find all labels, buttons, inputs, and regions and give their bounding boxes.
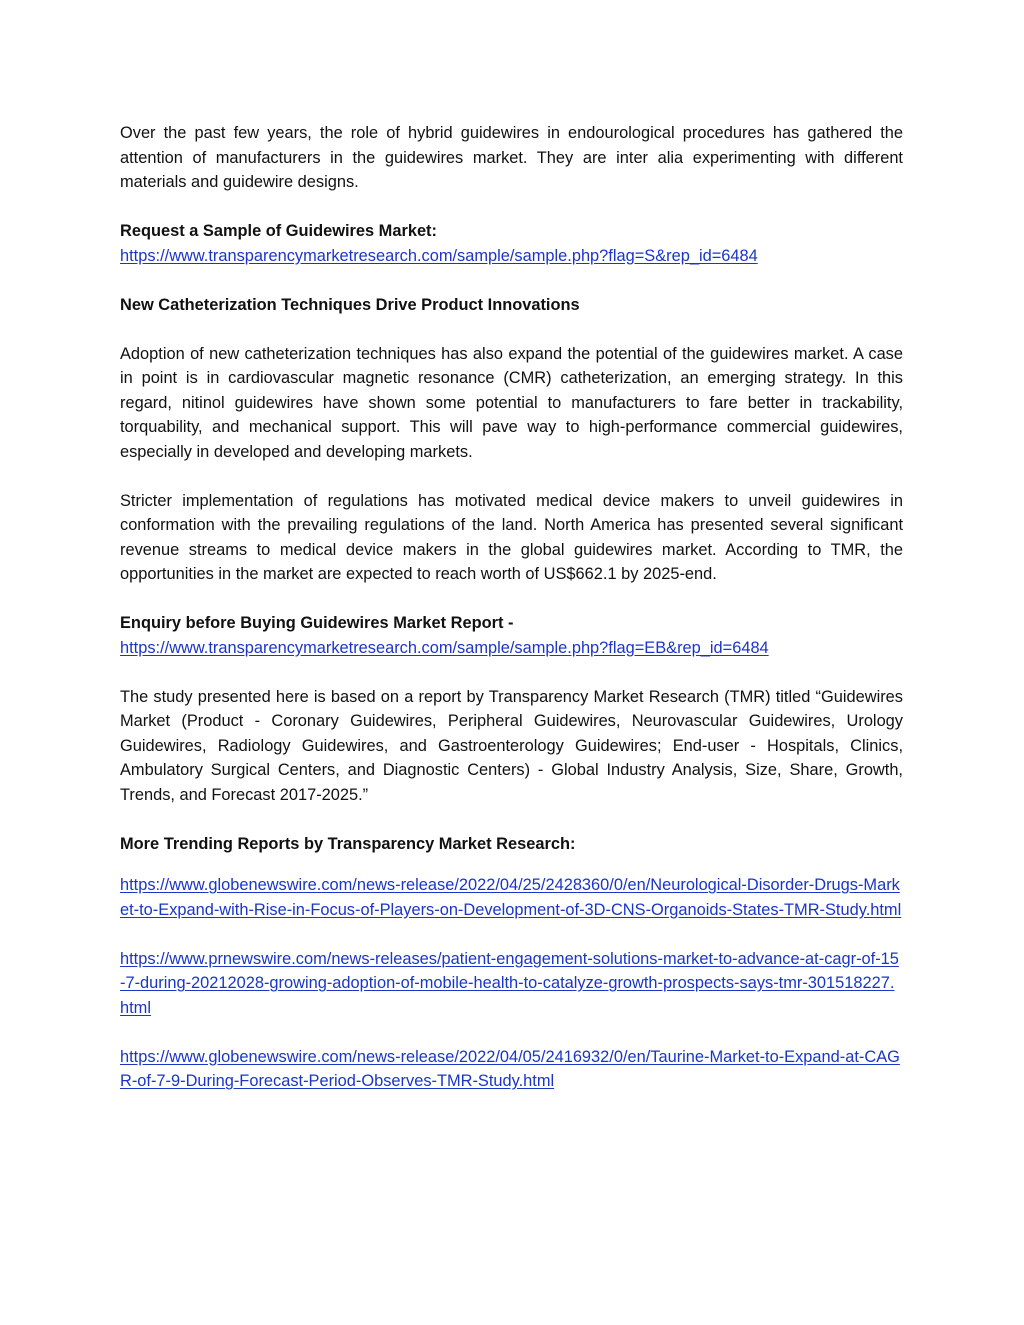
trending-link-item [120, 873, 903, 922]
trending-link-taurine[interactable]: https://www.globenewswire.com/news-release/2022/04/05/2416932/0/en/Taurine-Market-to-Expand-at-CAGR-of-7-9-During-Forecast-Period-Observes-TMR-Study.html [120, 1047, 900, 1090]
trending-link-patient-engagement[interactable]: https://www.prnewswire.com/news-releases/patient-engagement-solutions-market-to-advance-at-cagr-of-15-7-during-20212028-growing-adoption-of-mobile-health-to-catalyze-growth-prospects-says-tmr-301518227.html [120, 949, 899, 1017]
intro-paragraph: Over the past few years, the role of hybrid guidewires in endourological procedures has gathered the attention of manufacturers in the guidewires market. They are inter alia experimenting with different materials and guidewire designs. [120, 124, 903, 191]
trending-link-item [120, 1045, 903, 1094]
trending-heading: More Trending Reports by Transparency Market Research: [120, 834, 576, 853]
enquiry-link[interactable]: https://www.transparencymarketresearch.com/sample/sample.php?flag=EB&rep_id=6484 [120, 638, 769, 657]
sample-request-link[interactable]: https://www.transparencymarketresearch.com/sample/sample.php?flag=S&rep_id=6484 [120, 246, 758, 265]
enquiry-label: Enquiry before Buying Guidewires Market Report - [120, 614, 514, 632]
trending-link-neurological[interactable]: https://www.globenewswire.com/news-release/2022/04/25/2428360/0/en/Neurological-Disorder-Drugs-Market-to-Expand-with-Rise-in-Focus-of-Players-on-Development-of-3D-CNS-Organoids-States-TMR-Study.html [120, 876, 902, 919]
sample-request-block [120, 219, 903, 268]
study-paragraph: The study presented here is based on a report by Transparency Market Research (TMR) titled “Guidewires Market (Product - Coronary Guidewires, Peripheral Guidewires, Neurovascular Guidewires, Urology Guidewires, Radiology Guidewires, and Gastroenterology Guidewires; End-user - Hospitals, Clinics, Ambulatory Surgical Centers, and Diagnostic Centers) - Global Industry Analysis, Size, Share, Growth, Trends, and Forecast 2017-2025.” [120, 687, 903, 804]
section-heading: New Catheterization Techniques Drive Product Innovations [120, 295, 580, 314]
trending-link-item [120, 947, 903, 1021]
document-page [120, 121, 903, 1094]
enquiry-block [120, 611, 903, 660]
regulations-paragraph: Stricter implementation of regulations has motivated medical device makers to unveil guidewires in conformation with the prevailing regulations of the land. North America has presented several significant revenue streams to medical device makers in the global guidewires market. According to TMR, the opportunities in the market are expected to reach worth of US$662.1 by 2025-end. [120, 491, 903, 583]
sample-request-label: Request a Sample of Guidewires Market: [120, 222, 437, 240]
catheterization-paragraph: Adoption of new catheterization techniques has also expand the potential of the guidewires market. A case in point is in cardiovascular magnetic resonance (CMR) catheterization, an emerging strategy. In this regard, nitinol guidewires have shown some potential to manufacturers to fare better in trackability, torquability, and mechanical support. This will pave way to high-performance commercial guidewires, especially in developed and developing markets. [120, 344, 903, 461]
